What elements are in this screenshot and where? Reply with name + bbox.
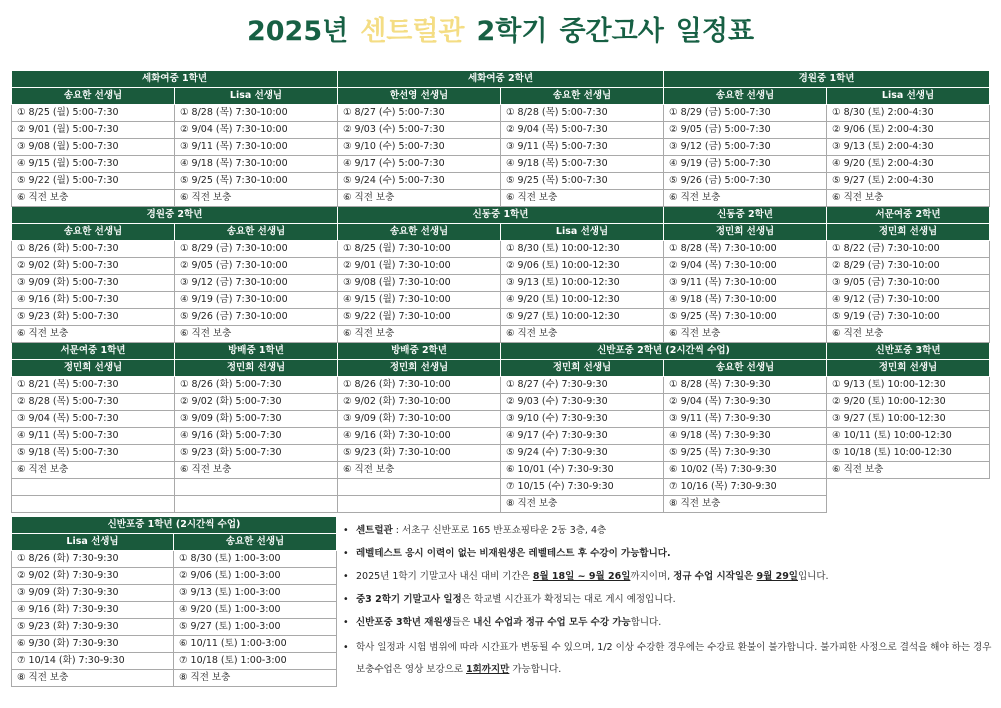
table-row (12, 517, 337, 534)
note-text: : 서초구 신반포로 165 반포쇼핑타운 2동 3층, 4층 (392, 525, 607, 536)
schedule-cell: ④ 9/17 (수) 7:30-9:30 (501, 428, 664, 445)
table-row (12, 377, 990, 394)
schedule-cell: ④ 9/15 (월) 7:30-10:00 (338, 292, 501, 309)
schedule-cell: ⑤ 9/22 (월) 5:00-7:30 (12, 173, 175, 190)
schedule-cell: ⑦ 10/15 (수) 7:30-9:30 (501, 479, 664, 496)
note-item (343, 614, 993, 631)
schedule-cell: ③ 9/12 (금) 7:30-10:00 (175, 275, 338, 292)
note-bold: 정규 수업 시작일은 (673, 571, 757, 582)
note-item (343, 545, 993, 562)
teacher-header: 송요한 선생님 (175, 224, 338, 241)
schedule-cell: ② 9/06 (토) 2:00-4:30 (827, 122, 990, 139)
note-limit: 1회까지만 (466, 664, 510, 675)
table-row (12, 360, 990, 377)
schedule-cell: ⑥ 직전 보충 (827, 326, 990, 343)
schedule-cell: ⑤ 9/26 (금) 5:00-7:30 (664, 173, 827, 190)
schedule-cell: ② 8/29 (금) 7:30-10:00 (827, 258, 990, 275)
schedule-cell: ② 9/04 (목) 7:30-9:30 (664, 394, 827, 411)
schedule-cell: ③ 9/11 (목) 7:30-10:00 (664, 275, 827, 292)
schedule-cell (12, 479, 175, 496)
schedule-cell: ⑤ 9/24 (수) 7:30-9:30 (501, 445, 664, 462)
schedule-cell: ⑥ 직전 보충 (664, 190, 827, 207)
schedule-cell: ⑥ 직전 보충 (12, 190, 175, 207)
schedule-cell: ① 8/27 (수) 5:00-7:30 (338, 105, 501, 122)
school-header: 신반포중 2학년 (2시간씩 수업) (501, 343, 827, 360)
table-row (12, 411, 990, 428)
note-start-date: 9월 29일 (756, 571, 798, 582)
schedule-cell: ① 8/30 (토) 10:00-12:30 (501, 241, 664, 258)
schedule-cell: ④ 9/15 (월) 5:00-7:30 (12, 156, 175, 173)
school-header: 신동중 2학년 (664, 207, 827, 224)
schedule-cell: ④ 9/20 (토) 10:00-12:30 (501, 292, 664, 309)
schedule-cell: ③ 9/10 (수) 7:30-9:30 (501, 411, 664, 428)
schedule-cell: ③ 9/11 (목) 5:00-7:30 (501, 139, 664, 156)
schedule-cell: ③ 9/11 (목) 7:30-9:30 (664, 411, 827, 428)
schedule-cell (827, 496, 990, 513)
schedule-cell: ⑥ 직전 보충 (338, 462, 501, 479)
schedule-cell: ③ 9/08 (월) 5:00-7:30 (12, 139, 175, 156)
schedule-cell: ① 8/25 (월) 7:30-10:00 (338, 241, 501, 258)
school-header: 신반포중 3학년 (827, 343, 990, 360)
table-row (12, 156, 990, 173)
schedule-cell: ⑦ 10/16 (목) 7:30-9:30 (664, 479, 827, 496)
teacher-header: 정민희 선생님 (175, 360, 338, 377)
teacher-header: Lisa 선생님 (501, 224, 664, 241)
schedule-cell: ③ 9/08 (월) 7:30-10:00 (338, 275, 501, 292)
schedule-cell: ⑤ 10/18 (토) 10:00-12:30 (827, 445, 990, 462)
teacher-header: 송요한 선생님 (174, 534, 337, 551)
schedule-cell: ① 9/13 (토) 10:00-12:30 (827, 377, 990, 394)
title-exam: 중간고사 (559, 16, 664, 47)
schedule-cell: ③ 9/04 (목) 5:00-7:30 (12, 411, 175, 428)
page-title (0, 8, 1001, 56)
schedule-cell: ② 8/28 (목) 5:00-7:30 (12, 394, 175, 411)
table-row (12, 534, 337, 551)
schedule-cell: ② 9/01 (월) 7:30-10:00 (338, 258, 501, 275)
teacher-header: 정민희 선생님 (338, 360, 501, 377)
schedule-cell: ② 9/02 (화) 5:00-7:30 (175, 394, 338, 411)
schedule-cell: ① 8/29 (금) 7:30-10:00 (175, 241, 338, 258)
note-bold: 신반포중 3학년 재원생 (356, 617, 452, 628)
table-row (12, 292, 990, 309)
table-row (12, 88, 990, 105)
schedule-cell: ④ 9/18 (목) 7:30-9:30 (664, 428, 827, 445)
table-row (12, 479, 990, 496)
schedule-cell: ② 9/05 (금) 7:30-10:00 (175, 258, 338, 275)
schedule-cell: ⑧ 직전 보충 (664, 496, 827, 513)
schedule-cell: ② 9/01 (월) 5:00-7:30 (12, 122, 175, 139)
table-row (12, 105, 990, 122)
schedule-cell: ④ 9/11 (목) 5:00-7:30 (12, 428, 175, 445)
schedule-cell: ⑥ 직전 보충 (12, 326, 175, 343)
note-text: 은 학교별 시간표가 확정되는 대로 게시 예정입니다. (461, 594, 676, 605)
schedule-cell: ⑦ 10/18 (토) 1:00-3:00 (174, 653, 337, 670)
schedule-cell: ⑥ 9/30 (화) 7:30-9:30 (12, 636, 174, 653)
teacher-header: 송요한 선생님 (12, 224, 175, 241)
schedule-cell: ① 8/22 (금) 7:30-10:00 (827, 241, 990, 258)
schedule-cell (12, 496, 175, 513)
teacher-header: 정민희 선생님 (827, 224, 990, 241)
schedule-cell: ⑤ 9/23 (화) 5:00-7:30 (175, 445, 338, 462)
schedule-cell: ③ 9/09 (화) 5:00-7:30 (12, 275, 175, 292)
schedule-cell: ① 8/28 (목) 5:00-7:30 (501, 105, 664, 122)
schedule-cell: ④ 9/18 (목) 7:30-10:00 (664, 292, 827, 309)
schedule-cell: ② 9/06 (토) 10:00-12:30 (501, 258, 664, 275)
school-header: 서문여중 2학년 (827, 207, 990, 224)
teacher-header: 정민희 선생님 (664, 224, 827, 241)
schedule-cell: ⑤ 9/25 (목) 7:30-10:00 (175, 173, 338, 190)
schedule-cell: ⑥ 직전 보충 (501, 326, 664, 343)
schedule-cell: ④ 9/18 (목) 7:30-10:00 (175, 156, 338, 173)
note-period: 8월 18일 ~ 9월 26일 (532, 571, 631, 582)
schedule-cell: ⑥ 직전 보충 (175, 326, 338, 343)
schedule-cell: ④ 9/19 (금) 7:30-10:00 (175, 292, 338, 309)
table-row (12, 428, 990, 445)
schedule-cell: ④ 9/19 (금) 5:00-7:30 (664, 156, 827, 173)
table-row (12, 445, 990, 462)
schedule-cell: ⑤ 9/23 (화) 7:30-10:00 (338, 445, 501, 462)
schedule-cell (338, 479, 501, 496)
title-schedule: 일정표 (675, 16, 755, 47)
table-row (12, 139, 990, 156)
schedule-cell: ⑤ 9/27 (토) 1:00-3:00 (174, 619, 337, 636)
teacher-header: 송요한 선생님 (12, 88, 175, 105)
note-bold: 중3 2학기 기말고사 일정 (356, 594, 462, 605)
table-row (12, 275, 990, 292)
schedule-cell: ⑤ 9/25 (목) 5:00-7:30 (501, 173, 664, 190)
schedule-cell: ⑥ 10/01 (수) 7:30-9:30 (501, 462, 664, 479)
teacher-header: 송요한 선생님 (501, 88, 664, 105)
table-row (12, 568, 337, 585)
schedule-cell: ⑧ 직전 보충 (174, 670, 337, 687)
school-header: 세화여중 1학년 (12, 71, 338, 88)
schedule-cell: ① 8/28 (목) 7:30-10:00 (664, 241, 827, 258)
schedule-cell: ⑤ 9/22 (월) 7:30-10:00 (338, 309, 501, 326)
schedule-cell: ② 9/04 (목) 7:30-10:00 (664, 258, 827, 275)
schedule-cell: ⑥ 직전 보충 (501, 190, 664, 207)
table-row (12, 551, 337, 568)
schedule-cell: ② 9/03 (수) 5:00-7:30 (338, 122, 501, 139)
schedule-cell: ④ 9/18 (목) 5:00-7:30 (501, 156, 664, 173)
schedule-cell: ⑤ 9/23 (화) 5:00-7:30 (12, 309, 175, 326)
table-row (12, 71, 990, 88)
schedule-cell: ① 8/25 (월) 5:00-7:30 (12, 105, 175, 122)
school-header: 경원중 1학년 (664, 71, 990, 88)
table-row (12, 394, 990, 411)
school-header: 신반포중 1학년 (2시간씩 수업) (12, 517, 337, 534)
schedule-cell: ⑤ 9/25 (목) 7:30-10:00 (664, 309, 827, 326)
schedule-cell: ⑥ 직전 보충 (338, 326, 501, 343)
note-text: 가능합니다. (509, 664, 562, 675)
table-row (12, 653, 337, 670)
teacher-header: 한선영 선생님 (338, 88, 501, 105)
schedule-cell: ⑥ 직전 보충 (175, 190, 338, 207)
schedule-cell (175, 496, 338, 513)
schedule-cell: ⑥ 직전 보충 (664, 326, 827, 343)
schedule-cell: ② 9/20 (토) 10:00-12:30 (827, 394, 990, 411)
schedule-cell: ① 8/27 (수) 7:30-9:30 (501, 377, 664, 394)
table-row (12, 636, 337, 653)
schedule-cell: ⑧ 직전 보충 (12, 670, 174, 687)
schedule-cell: ⑤ 9/27 (토) 2:00-4:30 (827, 173, 990, 190)
schedule-cell: ④ 9/16 (화) 7:30-9:30 (12, 602, 174, 619)
schedule-cell: ② 9/02 (화) 5:00-7:30 (12, 258, 175, 275)
schedule-cell: ⑥ 직전 보충 (338, 190, 501, 207)
schedule-cell: ① 8/30 (토) 2:00-4:30 (827, 105, 990, 122)
note-item (343, 568, 993, 585)
table-row (12, 602, 337, 619)
schedule-cell: ⑤ 9/23 (화) 7:30-9:30 (12, 619, 174, 636)
schedule-cell: ⑤ 9/26 (금) 7:30-10:00 (175, 309, 338, 326)
table-row (12, 224, 990, 241)
teacher-header: 송요한 선생님 (664, 88, 827, 105)
teacher-header: Lisa 선생님 (175, 88, 338, 105)
schedule-cell: ⑥ 10/11 (토) 1:00-3:00 (174, 636, 337, 653)
note-bold: 레벨테스트 응시 이력이 없는 비재원생은 레벨테스트 후 수강이 가능합니다. (356, 548, 671, 559)
table-row (12, 122, 990, 139)
schedule-cell: ④ 10/11 (토) 10:00-12:30 (827, 428, 990, 445)
note-bold: 센트럴관 (356, 525, 393, 536)
schedule-cell: ③ 9/10 (수) 5:00-7:30 (338, 139, 501, 156)
schedule-cell: ⑥ 10/02 (목) 7:30-9:30 (664, 462, 827, 479)
schedule-cell: ③ 9/09 (화) 7:30-10:00 (338, 411, 501, 428)
schedule-cell: ② 9/02 (화) 7:30-9:30 (12, 568, 174, 585)
teacher-header: 정민희 선생님 (827, 360, 990, 377)
school-header: 경원중 2학년 (12, 207, 338, 224)
schedule-cell (175, 479, 338, 496)
schedule-cell: ① 8/28 (목) 7:30-10:00 (175, 105, 338, 122)
schedule-cell: ⑥ 직전 보충 (175, 462, 338, 479)
schedule-cell: ② 9/04 (목) 5:00-7:30 (501, 122, 664, 139)
schedule-cell: ④ 9/12 (금) 7:30-10:00 (827, 292, 990, 309)
schedule-cell: ④ 9/16 (화) 5:00-7:30 (12, 292, 175, 309)
note-item (343, 637, 993, 681)
schedule-cell: ⑧ 직전 보충 (501, 496, 664, 513)
schedule-cell: ⑥ 직전 보충 (827, 462, 990, 479)
table-row (12, 241, 990, 258)
title-semester: 2학기 (476, 16, 548, 47)
teacher-header: 송요한 선생님 (664, 360, 827, 377)
schedule-cell: ④ 9/16 (화) 5:00-7:30 (175, 428, 338, 445)
table-row (12, 207, 990, 224)
table-row (12, 326, 990, 343)
schedule-cell (338, 496, 501, 513)
table-row (12, 309, 990, 326)
schedule-cell: ③ 9/11 (목) 7:30-10:00 (175, 139, 338, 156)
schedule-cell: ① 8/28 (목) 7:30-9:30 (664, 377, 827, 394)
schedule-cell: ⑥ 직전 보충 (12, 462, 175, 479)
table-row (12, 258, 990, 275)
school-header: 서문여중 1학년 (12, 343, 175, 360)
sinbanpo-1-table (11, 516, 337, 687)
note-text: 2025년 1학기 기말고사 내신 대비 기간은 (356, 571, 533, 582)
schedule-cell: ⑤ 9/19 (금) 7:30-10:00 (827, 309, 990, 326)
title-center-name: 센트럴관 (360, 16, 465, 47)
schedule-cell: ① 8/30 (토) 1:00-3:00 (174, 551, 337, 568)
table-row (12, 190, 990, 207)
schedule-cell: ④ 9/20 (토) 1:00-3:00 (174, 602, 337, 619)
schedule-cell: ② 9/03 (수) 7:30-9:30 (501, 394, 664, 411)
schedule-cell: ① 8/26 (화) 7:30-10:00 (338, 377, 501, 394)
schedule-cell: ⑤ 9/24 (수) 5:00-7:30 (338, 173, 501, 190)
table-row (12, 173, 990, 190)
schedule-cell: ⑤ 9/25 (목) 7:30-9:30 (664, 445, 827, 462)
teacher-header: 정민희 선생님 (12, 360, 175, 377)
table-row (12, 496, 990, 513)
schedule-cell: ② 9/05 (금) 5:00-7:30 (664, 122, 827, 139)
schedule-cell (827, 479, 990, 496)
schedule-cell: ③ 9/13 (토) 10:00-12:30 (501, 275, 664, 292)
teacher-header: 정민희 선생님 (501, 360, 664, 377)
schedule-cell: ③ 9/27 (토) 10:00-12:30 (827, 411, 990, 428)
schedule-cell: ① 8/26 (화) 7:30-9:30 (12, 551, 174, 568)
schedule-cell: ① 8/26 (화) 5:00-7:30 (12, 241, 175, 258)
note-text: 입니다. (797, 571, 829, 582)
notes-list (343, 522, 993, 687)
table-row (12, 462, 990, 479)
schedule-cell: ① 8/29 (금) 5:00-7:30 (664, 105, 827, 122)
teacher-header: Lisa 선생님 (12, 534, 174, 551)
schedule-cell: ③ 9/13 (토) 2:00-4:30 (827, 139, 990, 156)
table-row (12, 619, 337, 636)
schedule-cell: ③ 9/12 (금) 5:00-7:30 (664, 139, 827, 156)
schedule-cell: ④ 9/16 (화) 7:30-10:00 (338, 428, 501, 445)
schedule-cell: ⑤ 9/27 (토) 10:00-12:30 (501, 309, 664, 326)
schedule-cell: ④ 9/20 (토) 2:00-4:30 (827, 156, 990, 173)
school-header: 신동중 1학년 (338, 207, 664, 224)
note-item (343, 591, 993, 608)
note-text: 까지이며, (630, 571, 674, 582)
schedule-cell: ⑤ 9/18 (목) 5:00-7:30 (12, 445, 175, 462)
note-item (343, 522, 993, 539)
schedule-table (11, 70, 990, 513)
table-row (12, 585, 337, 602)
schedule-cell: ② 9/02 (화) 7:30-10:00 (338, 394, 501, 411)
note-text: 들은 (451, 617, 474, 628)
teacher-header: 송요한 선생님 (338, 224, 501, 241)
schedule-cell: ⑥ 직전 보충 (827, 190, 990, 207)
schedule-cell: ④ 9/17 (수) 5:00-7:30 (338, 156, 501, 173)
schedule-cell: ① 8/26 (화) 5:00-7:30 (175, 377, 338, 394)
school-header: 방배중 2학년 (338, 343, 501, 360)
note-bold: 내신 수업과 정규 수업 모두 수강 가능 (473, 617, 631, 628)
schedule-cell: ③ 9/05 (금) 7:30-10:00 (827, 275, 990, 292)
schedule-cell: ② 9/06 (토) 1:00-3:00 (174, 568, 337, 585)
schedule-cell: ⑦ 10/14 (화) 7:30-9:30 (12, 653, 174, 670)
note-text: 학사 일정과 시험 범위에 따라 시간표가 변동될 수 있으며, 1/2 이상 수강한 경우에는 수강료 환불이 불가합니다. 불가피한 사정으로 결석을 해야 하는 경우 보충수업은 영상 보강으로 (356, 642, 992, 675)
schedule-cell: ③ 9/09 (화) 5:00-7:30 (175, 411, 338, 428)
schedule-cell: ② 9/04 (목) 7:30-10:00 (175, 122, 338, 139)
note-text: 합니다. (630, 617, 662, 628)
schedule-cell: ③ 9/13 (토) 1:00-3:00 (174, 585, 337, 602)
school-header: 세화여중 2학년 (338, 71, 664, 88)
title-year: 2025년 (246, 16, 349, 47)
teacher-header: Lisa 선생님 (827, 88, 990, 105)
table-row (12, 343, 990, 360)
schedule-cell: ③ 9/09 (화) 7:30-9:30 (12, 585, 174, 602)
school-header: 방배중 1학년 (175, 343, 338, 360)
schedule-cell: ① 8/21 (목) 5:00-7:30 (12, 377, 175, 394)
table-row (12, 670, 337, 687)
